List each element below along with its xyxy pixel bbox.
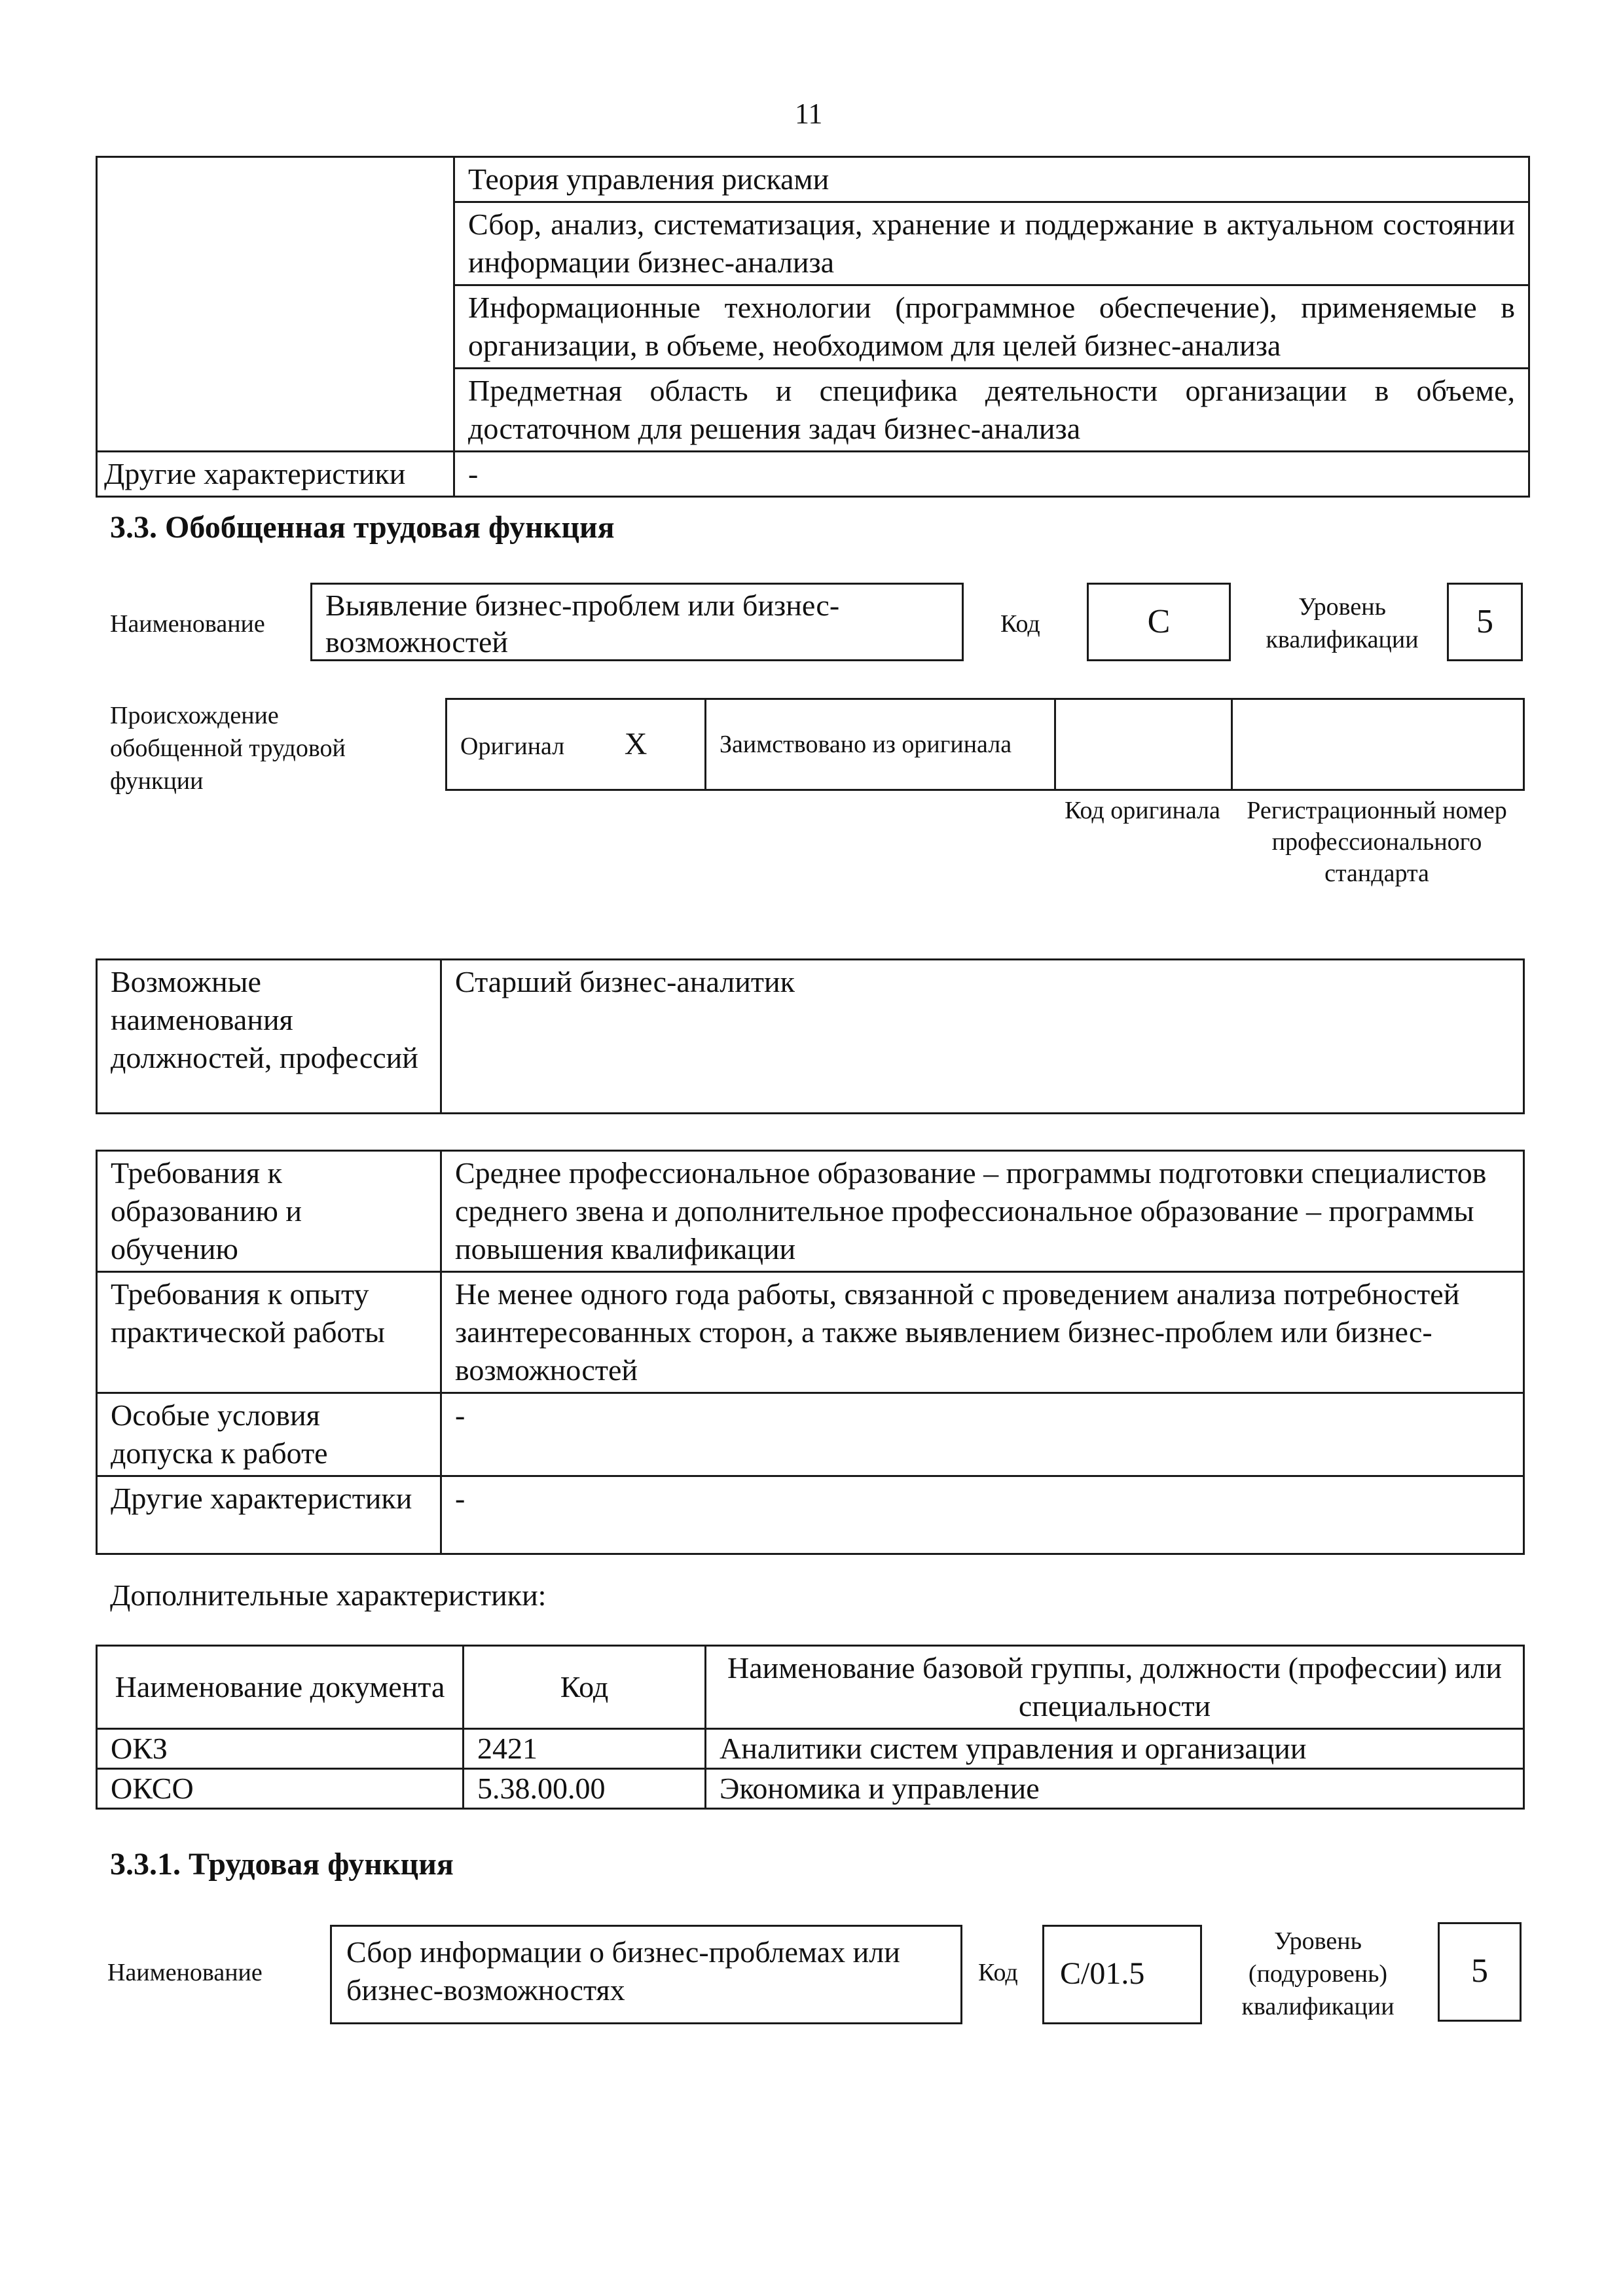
table-cell: 2421	[464, 1729, 706, 1769]
requirement-label: Требования к опыту практической работы	[97, 1272, 441, 1393]
level-label: Уровень квалификации	[1266, 593, 1419, 653]
positions-value: Старший бизнес-аналитик	[441, 960, 1524, 1114]
requirement-label: Особые условия допуска к работе	[97, 1393, 441, 1476]
requirement-value: Среднее профессиональное образование – программы подготовки специалистов среднего звена и дополнительное профессиональное образование – программы повышения квалификации	[441, 1151, 1524, 1272]
positions-table	[96, 958, 1525, 1114]
function-name-box: Сбор информации о бизнес-проблемах или бизнес-возможностях	[330, 1925, 962, 2024]
additional-table	[96, 1645, 1525, 1810]
knowledge-row: Теория управления рисками	[454, 157, 1529, 202]
knowledge-label-cell	[97, 157, 454, 452]
name-label: Наименование	[110, 610, 265, 638]
table-cell: Аналитики систем управления и организации	[706, 1729, 1524, 1769]
positions-label: Возможные наименования должностей, профессий	[97, 960, 441, 1114]
section-heading: 3.3. Обобщенная трудовая функция	[110, 510, 615, 545]
table-cell: 5.38.00.00	[464, 1769, 706, 1809]
requirement-label: Другие характеристики	[97, 1476, 441, 1554]
original-cell	[447, 699, 706, 790]
header-code: Код	[464, 1646, 706, 1729]
requirement-value: Не менее одного года работы, связанной с проведением анализа потребностей заинтересованных сторон, а также выявлением бизнес-проблем или бизнес-возможностей	[441, 1272, 1524, 1393]
origin-label: Происхождение обобщенной трудовой функции	[110, 702, 346, 795]
header-group: Наименование базовой группы, должности (профессии) или специальности	[706, 1646, 1524, 1729]
knowledge-row: Сбор, анализ, систематизация, хранение и поддержание в актуальном состоянии информации бизнес-анализа	[454, 202, 1529, 285]
additional-title: Дополнительные характеристики:	[110, 1578, 547, 1612]
level-box: 5	[1447, 583, 1523, 661]
table-cell: ОКЗ	[97, 1729, 464, 1769]
table-cell: ОКСО	[97, 1769, 464, 1809]
function-name-box: Выявление бизнес-проблем или бизнес-возможностей	[310, 583, 964, 661]
code-box: С/01.5	[1042, 1925, 1202, 2024]
code-original-caption: Код оригинала	[1065, 797, 1220, 824]
requirement-value: -	[441, 1393, 1524, 1476]
code-label: Код	[978, 1959, 1018, 1986]
original-label: Оригинал	[460, 733, 565, 760]
registration-number-caption: Регистрационный номер профессионального стандарта	[1247, 797, 1507, 887]
other-characteristics-value: -	[454, 452, 1529, 497]
other-characteristics-label: Другие характеристики	[97, 452, 454, 497]
code-box: С	[1087, 583, 1231, 661]
knowledge-row: Информационные технологии (программное обеспечение), применяемые в организации, в объеме, необходимом для целей бизнес-анализа	[454, 285, 1529, 369]
page-number: 11	[795, 98, 823, 130]
code-label: Код	[1000, 610, 1040, 638]
name-label: Наименование	[107, 1959, 263, 1986]
origin-table	[445, 698, 1525, 791]
table-cell: Экономика и управление	[706, 1769, 1524, 1809]
original-mark: Х	[624, 727, 647, 761]
knowledge-table	[96, 156, 1530, 498]
borrowed-label: Заимствовано из оригинала	[706, 699, 1055, 790]
level-label: Уровень (подуровень) квалификации	[1241, 1927, 1395, 2020]
registration-number-cell	[1232, 699, 1524, 790]
level-box: 5	[1438, 1922, 1522, 2022]
knowledge-row: Предметная область и специфика деятельности организации в объеме, достаточном для решения задач бизнес-анализа	[454, 369, 1529, 452]
requirement-label: Требования к образованию и обучению	[97, 1151, 441, 1272]
original-code-cell	[1055, 699, 1232, 790]
requirements-table	[96, 1150, 1525, 1555]
requirement-value: -	[441, 1476, 1524, 1554]
header-document: Наименование документа	[97, 1646, 464, 1729]
subsection-heading: 3.3.1. Трудовая функция	[110, 1847, 454, 1882]
